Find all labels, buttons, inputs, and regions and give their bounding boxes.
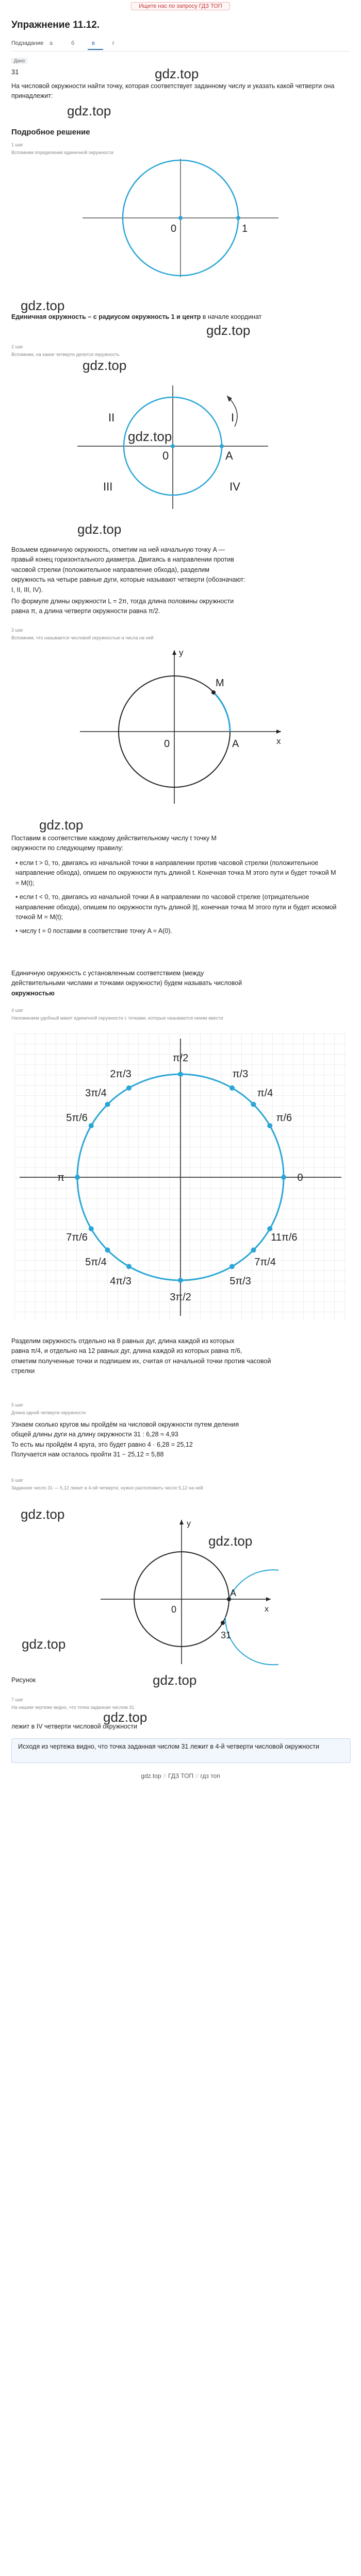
angle-label: π/3 [232,1069,249,1080]
angle-point [105,1247,110,1252]
label-zero: 0 [162,449,169,462]
angle-label: 7π/4 [254,1257,276,1268]
quadrants-paragraph [11,545,347,595]
step-label: 4 шаг [11,1008,24,1013]
mapping-bullets [15,858,340,937]
angle-point [75,1175,80,1180]
text-line: стрелки [11,1367,35,1375]
text-line: I, II, III, IV). [11,586,43,594]
text-line: окружностью [11,989,55,997]
answer-line: лежит в IV четверти числовой окружности [11,1723,137,1730]
watermark: gdz.top [103,1709,147,1725]
task-number: 31 [11,68,19,76]
text-line: Поставим в соответствие каждому действительному числу t точку M [11,835,217,842]
tab-active-indicator [88,49,103,50]
label-x: x [265,1605,269,1614]
label-x: x [276,736,281,746]
label-zero: 0 [164,738,170,750]
angle-label: 3π/2 [170,1292,191,1303]
angle-point [178,1072,183,1077]
text-line: Единичную окружность с установленным соответствием (между [11,970,204,977]
watermark: gdz.top [67,103,111,118]
quadrants-figure [57,370,299,519]
angle-label: 11π/6 [271,1232,298,1243]
x-arrow-icon [266,1597,271,1601]
center-point [178,216,183,220]
text-line: равна π/4, и отдельно на 12 равных дуг, длина каждой из которых равна π/6, [11,1347,242,1355]
angle-label: π/4 [257,1087,273,1099]
solution-heading: Подробное решение [11,128,90,137]
task-text: На числовой окружности найти точку, которая соответствует заданному числу и указать какой четверти она принадлежит: [11,82,335,100]
angle-point [229,1264,235,1269]
angle-label: π/6 [276,1112,292,1124]
watermark: gdz.top [206,323,251,338]
label-zero: 0 [171,223,177,234]
divide-paragraph [11,1336,347,1377]
label-y: y [179,648,184,657]
angle-label: 4π/3 [110,1275,132,1287]
angle-point [281,1175,286,1180]
list-item: • если t > 0, то, двигаясь из начальной точки в направлении против часовой стрелки (положительное направление обхода), опишем по окружности путь длиной t. Конечная точка M этого пути и будет точкой M = M(t); [15,859,336,887]
watermark: gdz.top [208,1533,253,1549]
text-line: Узнаем сколько кругов мы пройдём на числовой окружности путем деления [11,1421,239,1428]
step-label: 3 шаг [11,628,24,633]
step-note: Вспомним, что называется числовой окружностью и числа на ней [11,635,154,640]
calc-paragraph [11,1420,347,1460]
point-M [211,690,216,694]
watermark: gdz.top [83,358,127,373]
label-A: A [232,738,239,750]
watermark: gdz.top [128,429,172,444]
watermark: gdz.top [39,817,84,833]
answer-text: Исходя из чертежа видно, что точка заданная числом 31 лежит в 4-й четверти числовой окружности [18,1743,320,1750]
unit-circle-definition [11,312,341,322]
angle-point [267,1123,272,1128]
answer-callout [11,1738,351,1763]
watermark: gdz.top [21,1506,65,1522]
text-line: равна π, а длина четверти окружности равна π/2. [11,607,160,615]
angle-point [126,1264,132,1269]
mapping-intro [11,834,347,854]
angle-label: 5π/6 [66,1112,88,1124]
watermark: gdz.top [155,66,199,81]
arc-path [225,1570,278,1665]
angle-label: 5π/3 [229,1275,251,1287]
x-arrow-icon [276,730,281,734]
top-banner[interactable] [0,0,361,11]
bullet-text: если t > 0, то, двигаясь из начальной точки в направлении против часовой стрелки (положительное направление обхода), опишем по окружности путь длиной t. Конечная точка M этого пути и будет точкой M = M(t); [15,859,336,887]
label-M: M [216,677,224,689]
labeled-circle-figure [14,1033,347,1321]
angle-point [105,1102,110,1107]
text-line: Получается нам осталось пройти 31 − 25,12 = 5,88 [11,1451,164,1459]
angle-point [267,1226,272,1231]
tabs-label: Подзадание [11,40,44,46]
text-line: окружность на четыре равные дуги, которые называют четверти (обозначают: [11,576,245,584]
text-line: Разделим окружность отдельно на 8 равных дуг, длина каждой из которых [11,1337,235,1345]
angle-label: 5π/4 [85,1257,107,1268]
angle-point [229,1086,235,1091]
angle-label: 3π/4 [85,1087,107,1099]
watermark: gdz.top [77,521,122,537]
step-note: Напоминаем удобный макет единичной окружности с точками, которые называются неким ввести [11,1015,223,1021]
angle-label: π/2 [172,1053,189,1064]
step-label: 6 шаг [11,1478,24,1483]
text-line: То есть мы пройдём 4 круга, это будет равно 4 · 6,28 = 25,12 [11,1440,193,1448]
angle-point [251,1102,256,1107]
exercise-title: Упражнение 11.12. [11,20,100,30]
label-31: 31 [221,1630,232,1640]
unit-circle-figure [77,156,284,280]
footer-link[interactable]: ГДЗ ТОП [168,1772,194,1780]
watermark: gdz.top [153,1672,197,1688]
y-arrow-icon [172,650,176,655]
text-line: окружности по следующему правилу: [11,844,124,852]
list-item: • числу t = 0 поставим в соответствие точку A = A(0). [15,927,172,935]
tab-g[interactable]: г [112,40,115,46]
step-label: 5 шаг [11,1402,24,1408]
angle-label: π [57,1172,64,1183]
angle-point [126,1086,132,1091]
tab-v[interactable]: в [92,40,95,46]
angle-point [178,1278,183,1283]
bullet-text: если t < 0, то, двигаясь из начальной точки A в направлении по часовой стрелке (отрицательное направление обхода), опишем по окружности путь длиной |t|, конечная точка M этого пути и будет искомой точкой M = M(t); [15,893,337,921]
quadrant-II: II [108,411,115,424]
text-line: общей длины дуги на длину окружности 31 : 6,28 ≈ 4,93 [11,1431,178,1438]
text-line: правый конец горизонтального диаметра. Двигаясь в направлении против [11,556,234,564]
step-note: Заданное число 31 — 5,12 лежит в 4-ой четверти, нужно расположить число 5,12 на ней [11,1485,203,1490]
step-label: 2 шаг [11,344,24,349]
angle-label: 0 [297,1172,303,1183]
text-line: отметим полученные точки и подпишем их, считая от начальной точки против часовой [11,1357,271,1365]
angle-point [89,1123,94,1128]
step-note: Вспомним определение единичной окружности [11,150,114,155]
step-note: Вспомним, на какие четверти делится окружность [11,352,120,357]
step-note: Длина одной четверти окружности [11,1410,86,1415]
text-line: Возьмем единичную окружность, отметим на ней начальную точку A — [11,546,225,553]
point-one [236,216,240,220]
footer-link[interactable]: gdz.top [141,1772,161,1780]
definition-bold: Единичная окружность – с радиусом окружность 1 и центр [11,313,201,320]
quadrant-III: III [103,480,113,493]
watermark: gdz.top [22,1636,66,1652]
text-line: часовой стрелки (положительное направление обхода), разделим [11,566,209,573]
definition-paragraph [11,969,347,998]
definition-rest: в начале координат [201,313,262,320]
text-line: действительными числами и точками окружности) будем называть числовой [11,979,242,987]
label-zero: 0 [171,1604,177,1615]
point-31 [221,1621,225,1625]
step-label: 7 шаг [11,1697,24,1702]
numeric-circle-figure [72,644,289,809]
bullet-text: числу t = 0 поставим в соответствие точку A = A(0). [19,927,172,935]
arc-t [214,692,230,732]
length-paragraph [11,597,347,617]
angle-point [251,1247,256,1252]
quadrant-I: I [231,411,235,424]
label-y: y [187,1519,191,1528]
angle-label: 7π/6 [66,1232,88,1243]
drawing-label: Рисунок [11,1676,36,1684]
step-label: 1 шаг [11,142,24,147]
angle-label: 2π/3 [110,1069,132,1080]
step-note: На нашем чертеже видно, что точка заданная числом 31 [11,1705,135,1710]
point-A [220,444,224,448]
label-A: A [230,1588,237,1598]
banner-text[interactable]: Ищите нас по запросу ГДЗ ТОП [131,2,230,10]
given-chip: Дано [11,58,27,64]
tab-b[interactable]: б [71,40,75,46]
angle-point [89,1226,94,1231]
label-one: 1 [242,223,248,234]
y-arrow-icon [179,1520,184,1524]
label-A: A [225,449,233,462]
text-line: По формуле длины окружности L = 2π, тогда длина половины окружности [11,598,234,605]
divider [11,51,350,52]
list-item: • если t < 0, то, двигаясь из начальной точки A в направлении по часовой стрелке (отрицательное направление обхода), опишем по окружности путь длиной |t|, конечная точка M этого пути и будет искомой точкой M = M(t); [15,893,337,921]
center-point [171,444,175,448]
watermark: gdz.top [21,298,65,313]
tab-a[interactable]: а [50,40,53,46]
footer-links: gdz.top // ГДЗ ТОП // гдз топ [141,1772,220,1780]
footer-link[interactable]: гдз топ [200,1772,220,1780]
quadrant-IV: IV [229,480,240,493]
